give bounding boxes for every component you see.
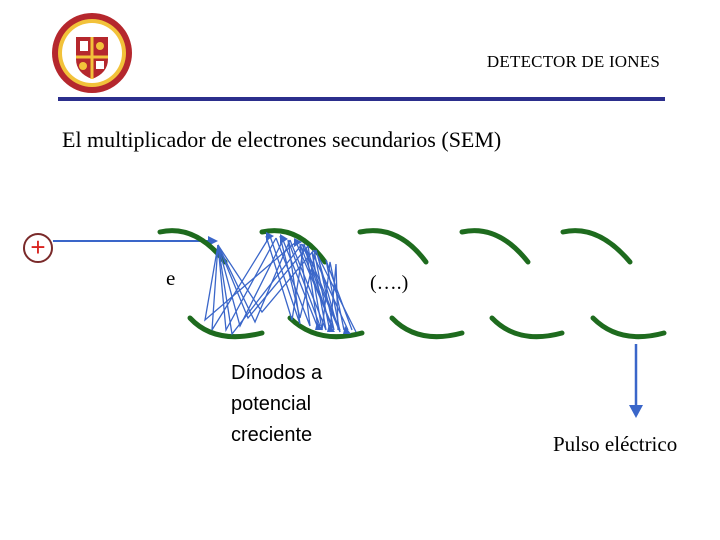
dynode-label [231, 358, 322, 451]
dynode-label-line-3: creciente [231, 424, 313, 446]
dynode-bottom-3 [392, 318, 462, 337]
slide-subtitle: El multiplicador de electrones secundarios (SEM) [62, 127, 502, 152]
dynode-label-line-1: Dínodos a [231, 362, 323, 384]
ion-icon [24, 232, 52, 262]
dynode-bottom-4 [492, 318, 562, 337]
electron-label: e [166, 266, 176, 290]
dynode-top-5 [563, 231, 630, 262]
dynode-bottom-5 [593, 318, 664, 337]
dynode-top-3 [360, 231, 426, 262]
output-pulse-label: Pulso eléctrico [553, 432, 678, 456]
dynode-top-4 [462, 231, 528, 262]
page-title: DETECTOR DE IONES [486, 52, 660, 71]
output-pulse-arrowhead [629, 405, 643, 418]
continuation-label: (….) [370, 272, 409, 294]
electron-cascade [205, 236, 356, 334]
dynode-label-line-2: potencial [231, 393, 312, 415]
ion-symbol: + [30, 232, 46, 262]
